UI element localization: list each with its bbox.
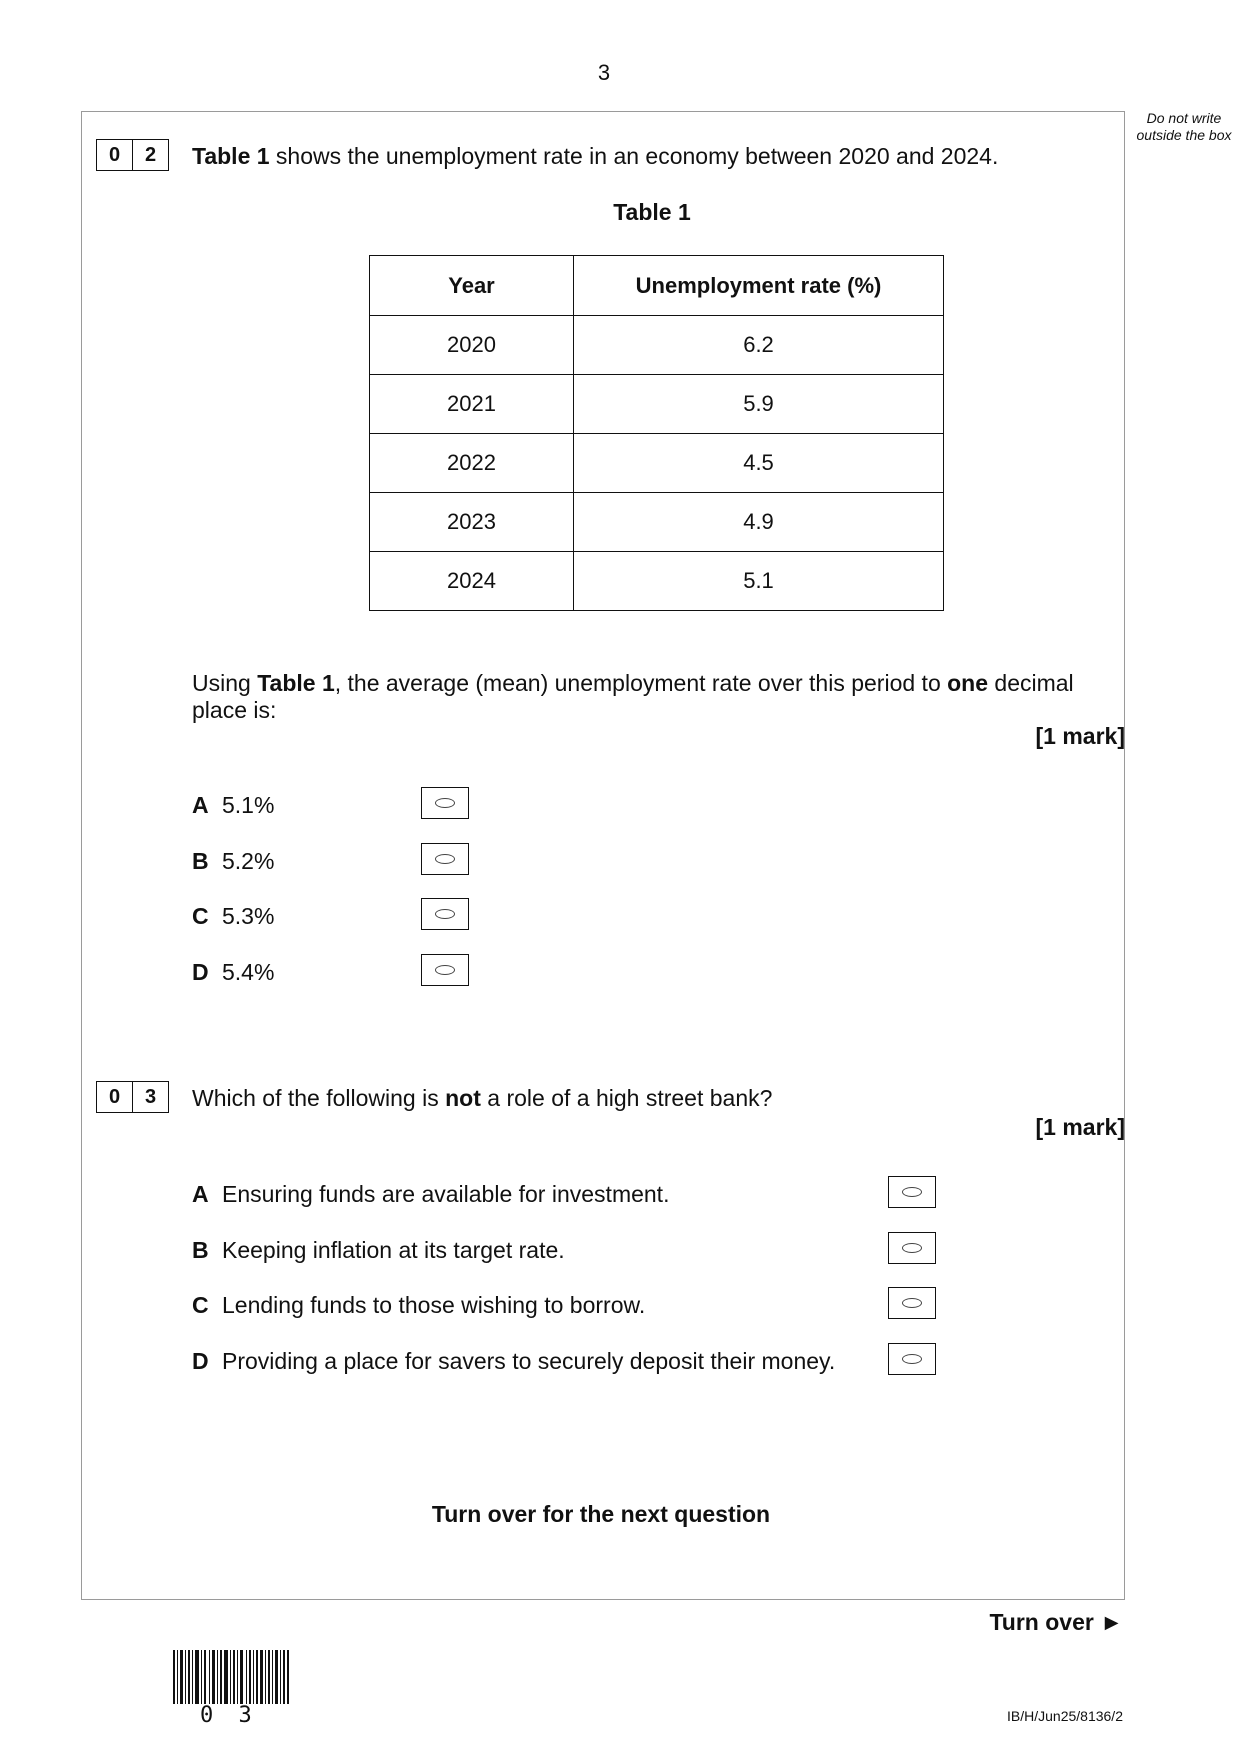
q02-stem-text: , the average (mean) unemployment rate over this period to bbox=[334, 670, 948, 696]
q02-option-a bbox=[192, 792, 274, 819]
question-number-digit: 0 bbox=[108, 143, 121, 166]
q03-stem bbox=[192, 1085, 772, 1112]
q02-intro-bold: Table 1 bbox=[192, 143, 270, 169]
table-title: Table 1 bbox=[613, 199, 691, 225]
option-letter: C bbox=[192, 1292, 209, 1318]
table-row bbox=[370, 552, 944, 611]
q03-option-d bbox=[192, 1348, 835, 1375]
option-text: Providing a place for savers to securely deposit their money. bbox=[222, 1348, 836, 1374]
option-text: 5.1% bbox=[222, 792, 275, 818]
table-cell-year: 2021 bbox=[370, 375, 574, 434]
q03-stem-text: a role of a high street bank? bbox=[480, 1085, 773, 1111]
q03-stem-text: Which of the following is bbox=[192, 1085, 446, 1111]
q03-option-c bbox=[192, 1292, 645, 1319]
q02-stem bbox=[192, 670, 1074, 697]
question-number-digit: 3 bbox=[132, 1082, 168, 1112]
question-number-02 bbox=[96, 139, 169, 171]
q02-stem-bold: one bbox=[947, 670, 989, 696]
option-letter: D bbox=[192, 959, 209, 985]
option-letter: C bbox=[192, 903, 209, 929]
q02-stem-bold: Table 1 bbox=[257, 670, 335, 696]
option-text: Ensuring funds are available for investment. bbox=[222, 1181, 670, 1207]
page-number: 3 bbox=[597, 60, 611, 85]
turn-over-label: Turn over ► bbox=[989, 1609, 1123, 1635]
q03-option-a bbox=[192, 1181, 669, 1208]
table-cell-rate: 5.1 bbox=[574, 552, 944, 611]
question-number-digit: 0 bbox=[108, 1085, 121, 1108]
q02-option-b bbox=[192, 848, 274, 875]
answer-oval-icon bbox=[435, 854, 455, 864]
q02-option-c bbox=[192, 903, 274, 930]
q03-answer-box-c[interactable] bbox=[888, 1287, 936, 1319]
q02-answer-box-c[interactable] bbox=[421, 898, 469, 930]
table-row bbox=[370, 493, 944, 552]
q02-answer-box-b[interactable] bbox=[421, 843, 469, 875]
paper-reference: IB/H/Jun25/8136/2 bbox=[1007, 1708, 1123, 1724]
table-cell-rate: 4.5 bbox=[574, 434, 944, 493]
q03-answer-box-d[interactable] bbox=[888, 1343, 936, 1375]
option-letter: B bbox=[192, 1237, 209, 1263]
q02-intro-text: shows the unemployment rate in an economy between 2020 and 2024. bbox=[269, 143, 999, 169]
table-header-row bbox=[370, 256, 944, 316]
table-cell-year: 2022 bbox=[370, 434, 574, 493]
table-cell-rate: 5.9 bbox=[574, 375, 944, 434]
option-letter: A bbox=[192, 1181, 209, 1207]
answer-oval-icon bbox=[902, 1354, 922, 1364]
table-header-year: Year bbox=[370, 256, 574, 316]
question-number-03 bbox=[96, 1081, 169, 1113]
q02-option-d bbox=[192, 959, 274, 986]
q02-stem-text: decimal bbox=[988, 670, 1074, 696]
q02-stem-text: Using bbox=[192, 670, 258, 696]
barcode-number: 0 3 bbox=[200, 1703, 258, 1728]
q03-answer-box-b[interactable] bbox=[888, 1232, 936, 1264]
table-cell-year: 2024 bbox=[370, 552, 574, 611]
table-cell-year: 2023 bbox=[370, 493, 574, 552]
table-cell-rate: 4.9 bbox=[574, 493, 944, 552]
q03-stem-bold: not bbox=[445, 1085, 481, 1111]
option-text: Keeping inflation at its target rate. bbox=[222, 1237, 565, 1263]
table-cell-rate: 6.2 bbox=[574, 316, 944, 375]
q03-answer-box-a[interactable] bbox=[888, 1176, 936, 1208]
option-letter: A bbox=[192, 792, 209, 818]
barcode bbox=[173, 1650, 289, 1704]
q03-option-b bbox=[192, 1237, 565, 1264]
q02-intro bbox=[192, 143, 998, 170]
option-text: 5.4% bbox=[222, 959, 275, 985]
table-cell-year: 2020 bbox=[370, 316, 574, 375]
answer-oval-icon bbox=[902, 1243, 922, 1253]
q02-answer-box-a[interactable] bbox=[421, 787, 469, 819]
option-letter: D bbox=[192, 1348, 209, 1374]
table-row bbox=[370, 316, 944, 375]
answer-oval-icon bbox=[435, 909, 455, 919]
q02-answer-box-d[interactable] bbox=[421, 954, 469, 986]
option-text: Lending funds to those wishing to borrow. bbox=[222, 1292, 646, 1318]
answer-oval-icon bbox=[435, 798, 455, 808]
margin-note: Do not write outside the box bbox=[1136, 110, 1232, 143]
option-letter: B bbox=[192, 848, 209, 874]
unemployment-table bbox=[369, 255, 944, 611]
answer-oval-icon bbox=[902, 1298, 922, 1308]
turn-over-next-question: Turn over for the next question bbox=[431, 1501, 771, 1527]
q02-stem-line2: place is: bbox=[192, 697, 277, 723]
table-header-rate: Unemployment rate (%) bbox=[574, 256, 944, 316]
option-text: 5.3% bbox=[222, 903, 275, 929]
table-row bbox=[370, 434, 944, 493]
option-text: 5.2% bbox=[222, 848, 275, 874]
q02-mark: [1 mark] bbox=[1035, 723, 1125, 749]
answer-oval-icon bbox=[902, 1187, 922, 1197]
table-row bbox=[370, 375, 944, 434]
q03-mark: [1 mark] bbox=[1035, 1114, 1125, 1140]
answer-oval-icon bbox=[435, 965, 455, 975]
question-number-digit: 2 bbox=[132, 140, 168, 170]
